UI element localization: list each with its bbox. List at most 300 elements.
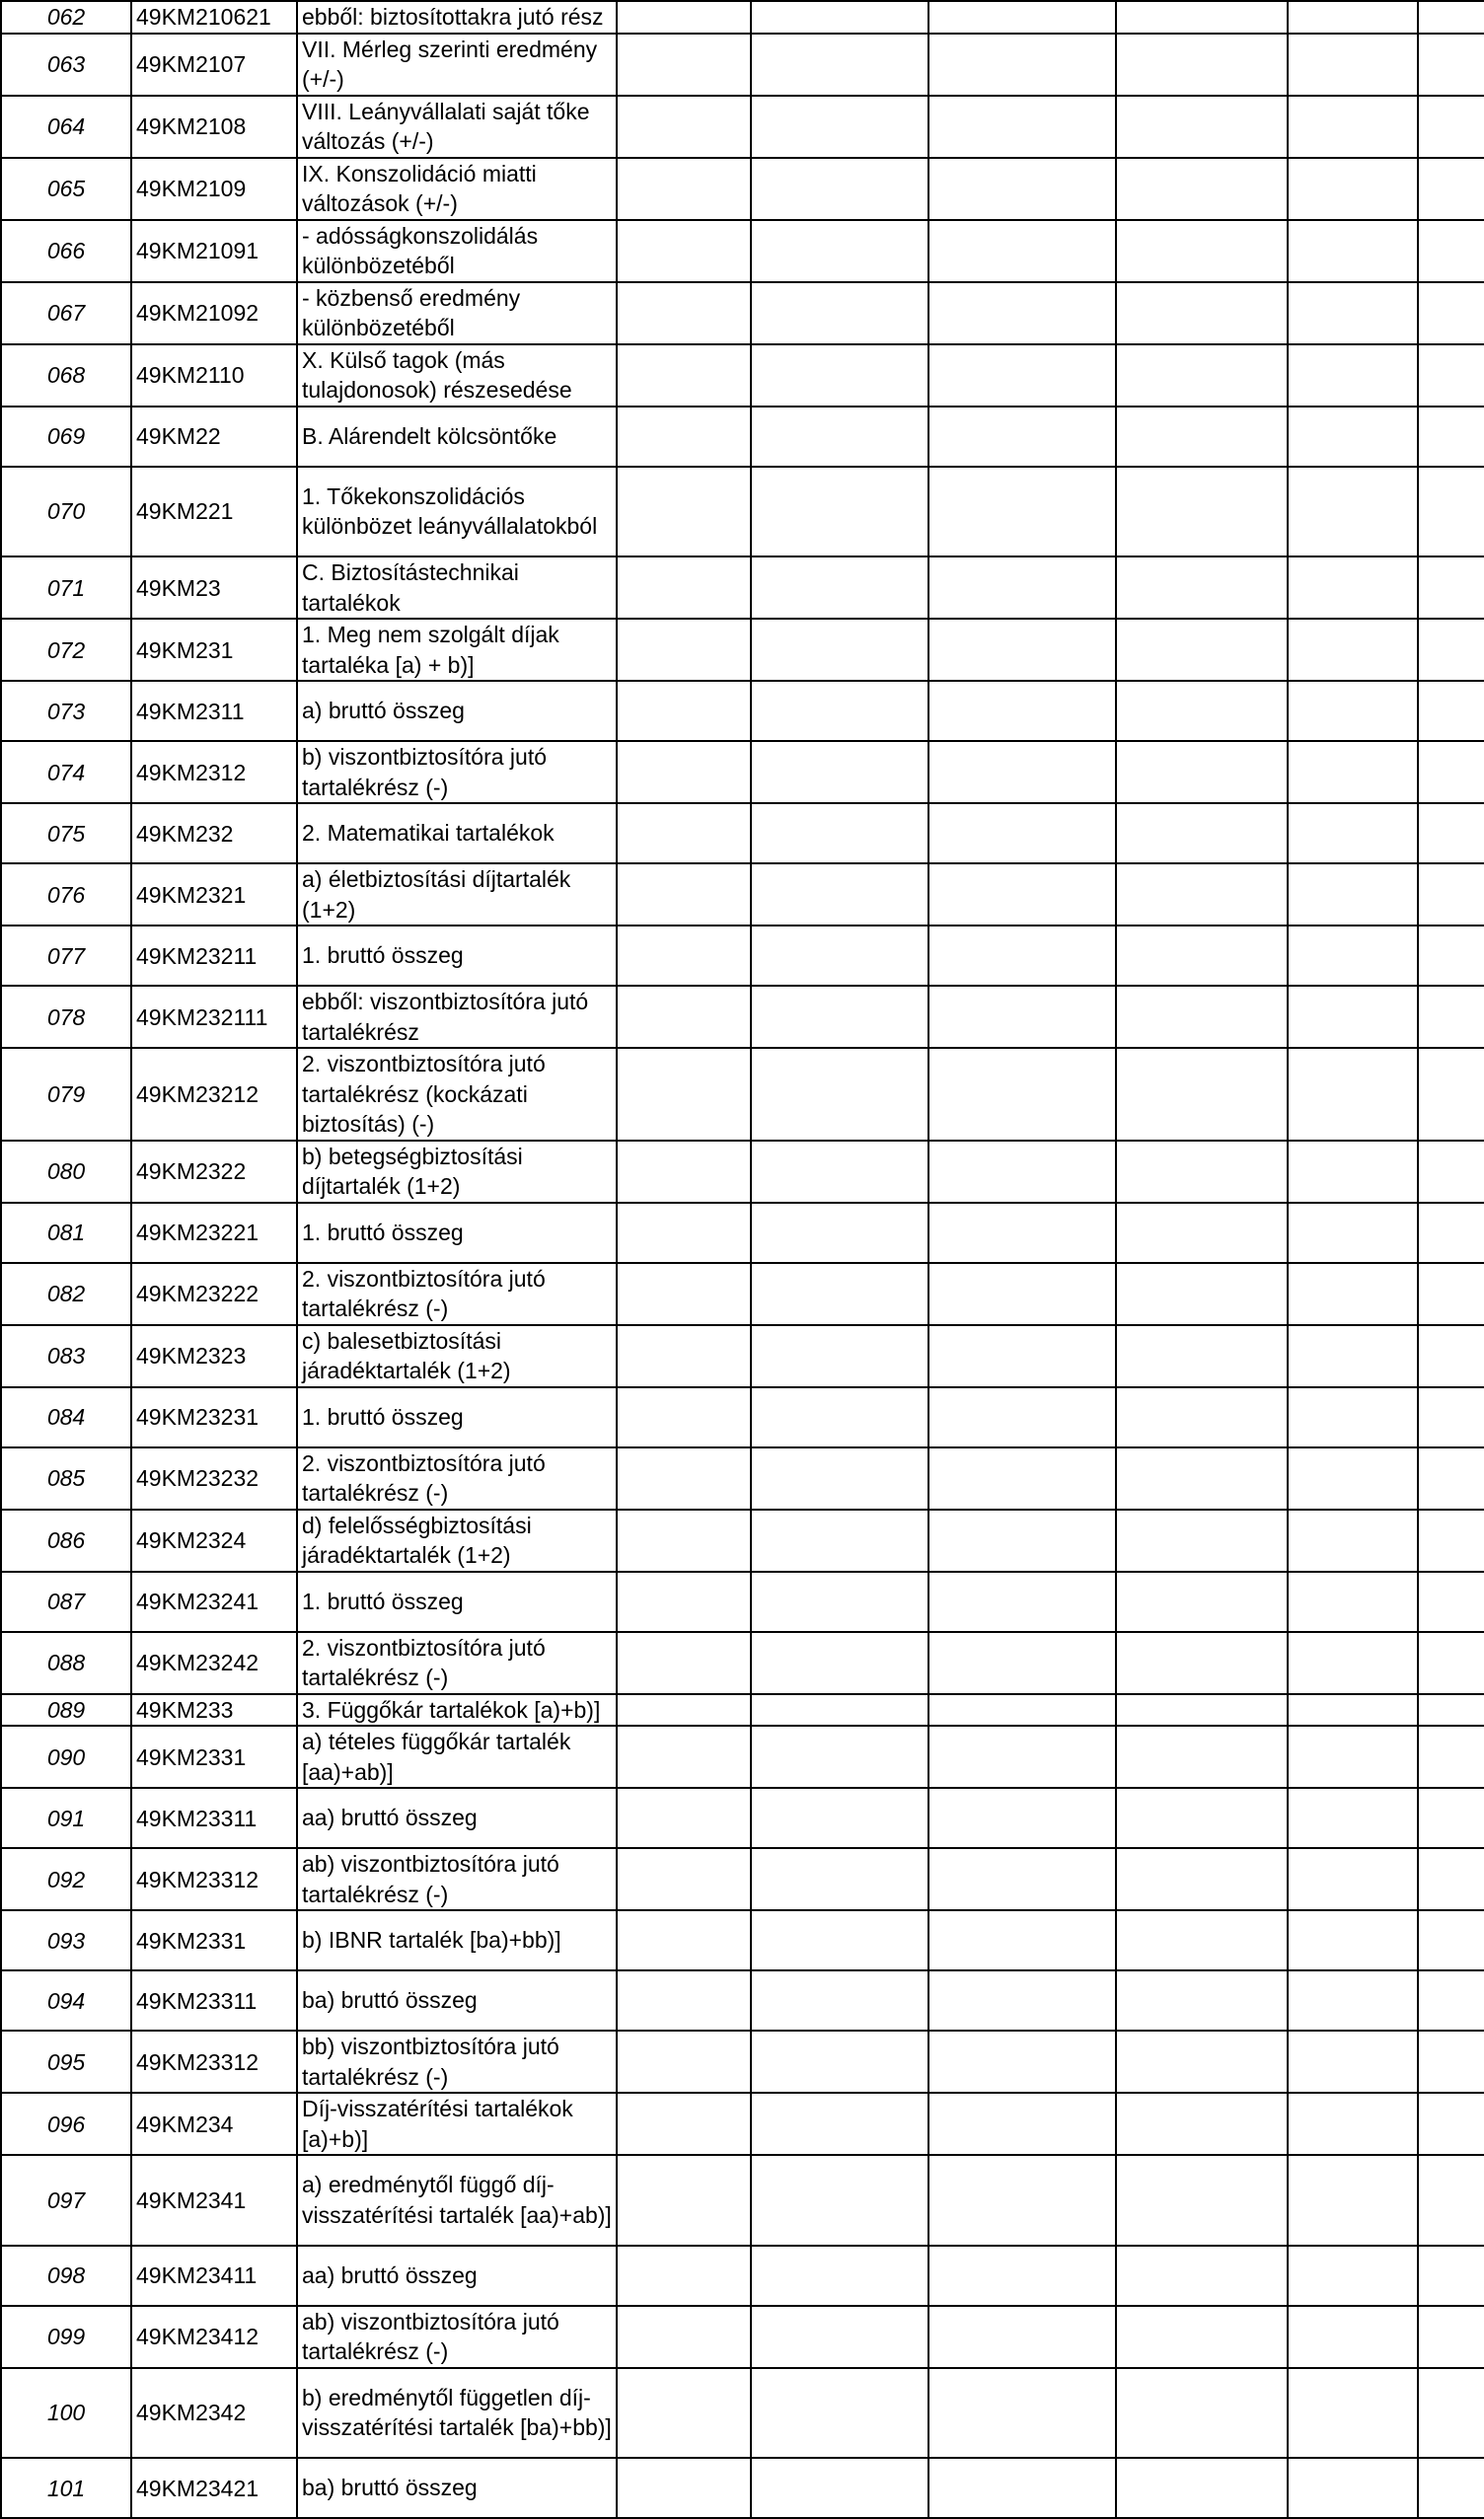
value-cell[interactable] xyxy=(1288,1572,1418,1632)
row-description: a) eredménytől függő díj-visszatérítési tartalék [aa)+ab)] xyxy=(297,2155,617,2246)
value-cell[interactable] xyxy=(1418,1510,1484,1572)
value-cell[interactable] xyxy=(1418,34,1484,96)
value-cell[interactable] xyxy=(928,1141,1116,1203)
value-cell[interactable] xyxy=(1116,1387,1288,1447)
value-cell[interactable] xyxy=(1418,863,1484,926)
value-cell[interactable] xyxy=(1418,1970,1484,2031)
value-cell[interactable] xyxy=(928,2458,1116,2518)
value-cell[interactable] xyxy=(1418,1632,1484,1694)
row-code: 49KM23222 xyxy=(131,1263,297,1325)
value-cell[interactable] xyxy=(1116,1788,1288,1848)
value-cell[interactable] xyxy=(928,1910,1116,1970)
value-cell[interactable] xyxy=(751,158,928,220)
value-cell[interactable] xyxy=(1418,2368,1484,2459)
value-cell[interactable] xyxy=(751,1325,928,1387)
value-cell[interactable] xyxy=(751,2246,928,2306)
value-cell[interactable] xyxy=(617,1910,751,1970)
value-cell[interactable] xyxy=(751,2458,928,2518)
value-cell[interactable] xyxy=(1288,803,1418,863)
value-cell[interactable] xyxy=(617,556,751,619)
row-description: Díj-visszatérítési tartalékok [a)+b)] xyxy=(297,2093,617,2155)
value-cell[interactable] xyxy=(1288,2031,1418,2093)
value-cell[interactable] xyxy=(751,2368,928,2459)
value-cell[interactable] xyxy=(928,1510,1116,1572)
value-cell[interactable] xyxy=(617,1510,751,1572)
row-code: 49KM23421 xyxy=(131,2458,297,2518)
row-code: 49KM23232 xyxy=(131,1447,297,1510)
row-code: 49KM23241 xyxy=(131,1572,297,1632)
value-cell[interactable] xyxy=(1288,986,1418,1048)
value-cell[interactable] xyxy=(1116,1910,1288,1970)
value-cell[interactable] xyxy=(1116,1572,1288,1632)
table-row xyxy=(1,2368,1484,2459)
value-cell[interactable] xyxy=(1116,282,1288,344)
value-cell[interactable] xyxy=(617,1694,751,1727)
value-cell[interactable] xyxy=(1288,1848,1418,1910)
value-cell[interactable] xyxy=(1288,1263,1418,1325)
value-cell[interactable] xyxy=(1116,741,1288,803)
row-number: 086 xyxy=(1,1510,131,1572)
value-cell[interactable] xyxy=(751,1447,928,1510)
value-cell[interactable] xyxy=(1116,2246,1288,2306)
value-cell[interactable] xyxy=(1418,2458,1484,2518)
value-cell[interactable] xyxy=(1288,2368,1418,2459)
value-cell[interactable] xyxy=(1288,1510,1418,1572)
value-cell[interactable] xyxy=(751,1970,928,2031)
row-number: 063 xyxy=(1,34,131,96)
value-cell[interactable] xyxy=(1116,2306,1288,2368)
value-cell[interactable] xyxy=(1418,1694,1484,1727)
value-cell[interactable] xyxy=(1418,344,1484,407)
value-cell[interactable] xyxy=(617,2246,751,2306)
value-cell[interactable] xyxy=(1288,1726,1418,1788)
row-number: 073 xyxy=(1,681,131,741)
row-description: 3. Függőkár tartalékok [a)+b)] xyxy=(297,1694,617,1727)
value-cell[interactable] xyxy=(928,1263,1116,1325)
value-cell[interactable] xyxy=(1418,619,1484,681)
row-code: 49KM2341 xyxy=(131,2155,297,2246)
value-cell[interactable] xyxy=(928,741,1116,803)
table-row xyxy=(1,741,1484,803)
value-cell[interactable] xyxy=(1418,220,1484,282)
row-number: 087 xyxy=(1,1572,131,1632)
value-cell[interactable] xyxy=(928,220,1116,282)
value-cell[interactable] xyxy=(1288,1788,1418,1848)
value-cell[interactable] xyxy=(617,1572,751,1632)
value-cell[interactable] xyxy=(1288,741,1418,803)
value-cell[interactable] xyxy=(1288,2155,1418,2246)
value-cell[interactable] xyxy=(1288,282,1418,344)
row-description: 2. Matematikai tartalékok xyxy=(297,803,617,863)
value-cell[interactable] xyxy=(617,2031,751,2093)
value-cell[interactable] xyxy=(1288,863,1418,926)
value-cell[interactable] xyxy=(617,619,751,681)
table-row xyxy=(1,1048,1484,1141)
value-cell[interactable] xyxy=(617,2093,751,2155)
value-cell[interactable] xyxy=(1116,1447,1288,1510)
value-cell[interactable] xyxy=(928,1788,1116,1848)
row-code: 49KM2324 xyxy=(131,1510,297,1572)
value-cell[interactable] xyxy=(1418,1447,1484,1510)
value-cell[interactable] xyxy=(1116,2458,1288,2518)
value-cell[interactable] xyxy=(751,1263,928,1325)
table-row xyxy=(1,1263,1484,1325)
value-cell[interactable] xyxy=(928,407,1116,467)
value-cell[interactable] xyxy=(751,96,928,158)
table-row xyxy=(1,344,1484,407)
row-description: B. Alárendelt kölcsöntőke xyxy=(297,407,617,467)
value-cell[interactable] xyxy=(751,2093,928,2155)
row-description: VII. Mérleg szerinti eredmény (+/-) xyxy=(297,34,617,96)
value-cell[interactable] xyxy=(1116,556,1288,619)
value-cell[interactable] xyxy=(751,1848,928,1910)
value-cell[interactable] xyxy=(617,803,751,863)
value-cell[interactable] xyxy=(1418,1387,1484,1447)
value-cell[interactable] xyxy=(928,986,1116,1048)
value-cell[interactable] xyxy=(1288,681,1418,741)
table-row xyxy=(1,986,1484,1048)
value-cell[interactable] xyxy=(1116,2155,1288,2246)
value-cell[interactable] xyxy=(751,741,928,803)
value-cell[interactable] xyxy=(1116,1325,1288,1387)
row-number: 082 xyxy=(1,1263,131,1325)
value-cell[interactable] xyxy=(1418,2306,1484,2368)
value-cell[interactable] xyxy=(1418,1788,1484,1848)
value-cell[interactable] xyxy=(928,1325,1116,1387)
ledger-body xyxy=(1,1,1484,2518)
value-cell[interactable] xyxy=(1288,1970,1418,2031)
value-cell[interactable] xyxy=(617,467,751,557)
value-cell[interactable] xyxy=(617,1387,751,1447)
value-cell[interactable] xyxy=(928,344,1116,407)
row-number: 069 xyxy=(1,407,131,467)
value-cell[interactable] xyxy=(928,282,1116,344)
value-cell[interactable] xyxy=(1418,1263,1484,1325)
value-cell[interactable] xyxy=(1116,158,1288,220)
value-cell[interactable] xyxy=(1116,1632,1288,1694)
value-cell[interactable] xyxy=(1288,220,1418,282)
value-cell[interactable] xyxy=(617,681,751,741)
value-cell[interactable] xyxy=(617,220,751,282)
value-cell[interactable] xyxy=(617,282,751,344)
value-cell[interactable] xyxy=(751,1141,928,1203)
value-cell[interactable] xyxy=(617,1632,751,1694)
value-cell[interactable] xyxy=(1288,1203,1418,1263)
value-cell[interactable] xyxy=(751,1632,928,1694)
row-number: 066 xyxy=(1,220,131,282)
value-cell[interactable] xyxy=(751,1203,928,1263)
value-cell[interactable] xyxy=(1418,1726,1484,1788)
value-cell[interactable] xyxy=(1288,467,1418,557)
value-cell[interactable] xyxy=(617,1048,751,1141)
row-description: 2. viszontbiztosítóra jutó tartalékrész (-) xyxy=(297,1447,617,1510)
value-cell[interactable] xyxy=(617,2368,751,2459)
value-cell[interactable] xyxy=(1288,1141,1418,1203)
value-cell[interactable] xyxy=(1418,407,1484,467)
value-cell[interactable] xyxy=(1418,681,1484,741)
value-cell[interactable] xyxy=(1288,344,1418,407)
value-cell[interactable] xyxy=(1288,96,1418,158)
value-cell[interactable] xyxy=(928,2155,1116,2246)
table-row xyxy=(1,1447,1484,1510)
value-cell[interactable] xyxy=(928,1447,1116,1510)
value-cell[interactable] xyxy=(1418,2246,1484,2306)
value-cell[interactable] xyxy=(1418,282,1484,344)
row-code: 49KM2108 xyxy=(131,96,297,158)
value-cell[interactable] xyxy=(928,803,1116,863)
value-cell[interactable] xyxy=(1418,2031,1484,2093)
row-description: 1. Tőkekonszolidációs különbözet leányvállalatokból xyxy=(297,467,617,557)
value-cell[interactable] xyxy=(1418,1572,1484,1632)
value-cell[interactable] xyxy=(751,2031,928,2093)
value-cell[interactable] xyxy=(928,1970,1116,2031)
value-cell[interactable] xyxy=(617,1263,751,1325)
value-cell[interactable] xyxy=(751,1387,928,1447)
value-cell[interactable] xyxy=(1288,158,1418,220)
row-code: 49KM2322 xyxy=(131,1141,297,1203)
value-cell[interactable] xyxy=(617,407,751,467)
value-cell[interactable] xyxy=(928,158,1116,220)
value-cell[interactable] xyxy=(1418,96,1484,158)
value-cell[interactable] xyxy=(928,926,1116,986)
value-cell[interactable] xyxy=(1116,1848,1288,1910)
value-cell[interactable] xyxy=(617,34,751,96)
row-description: b) viszontbiztosítóra jutó tartalékrész (-) xyxy=(297,741,617,803)
row-number: 099 xyxy=(1,2306,131,2368)
value-cell[interactable] xyxy=(751,1048,928,1141)
value-cell[interactable] xyxy=(928,1,1116,34)
value-cell[interactable] xyxy=(928,1572,1116,1632)
value-cell[interactable] xyxy=(1418,1910,1484,1970)
value-cell[interactable] xyxy=(1288,926,1418,986)
value-cell[interactable] xyxy=(1418,1848,1484,1910)
value-cell[interactable] xyxy=(1116,407,1288,467)
value-cell[interactable] xyxy=(1116,803,1288,863)
value-cell[interactable] xyxy=(928,2306,1116,2368)
value-cell[interactable] xyxy=(617,1848,751,1910)
table-row xyxy=(1,282,1484,344)
value-cell[interactable] xyxy=(928,681,1116,741)
row-description: b) eredménytől független díj-visszatérítési tartalék [ba)+bb)] xyxy=(297,2368,617,2459)
table-row xyxy=(1,2306,1484,2368)
value-cell[interactable] xyxy=(751,803,928,863)
value-cell[interactable] xyxy=(1418,1203,1484,1263)
value-cell[interactable] xyxy=(928,2246,1116,2306)
value-cell[interactable] xyxy=(928,619,1116,681)
value-cell[interactable] xyxy=(1418,986,1484,1048)
value-cell[interactable] xyxy=(928,1048,1116,1141)
value-cell[interactable] xyxy=(1116,2031,1288,2093)
value-cell[interactable] xyxy=(617,2155,751,2246)
value-cell[interactable] xyxy=(928,2368,1116,2459)
row-code: 49KM234 xyxy=(131,2093,297,2155)
value-cell[interactable] xyxy=(751,1,928,34)
value-cell[interactable] xyxy=(1116,1694,1288,1727)
value-cell[interactable] xyxy=(1116,1203,1288,1263)
value-cell[interactable] xyxy=(751,467,928,557)
value-cell[interactable] xyxy=(1418,158,1484,220)
value-cell[interactable] xyxy=(1116,1048,1288,1141)
value-cell[interactable] xyxy=(617,2458,751,2518)
value-cell[interactable] xyxy=(1116,2093,1288,2155)
row-description: c) balesetbiztosítási járadéktartalék (1+2) xyxy=(297,1325,617,1387)
value-cell[interactable] xyxy=(617,986,751,1048)
value-cell[interactable] xyxy=(928,1387,1116,1447)
value-cell[interactable] xyxy=(1116,34,1288,96)
value-cell[interactable] xyxy=(1418,803,1484,863)
value-cell[interactable] xyxy=(751,407,928,467)
value-cell[interactable] xyxy=(751,1694,928,1727)
value-cell[interactable] xyxy=(617,1,751,34)
value-cell[interactable] xyxy=(751,2306,928,2368)
value-cell[interactable] xyxy=(1288,2458,1418,2518)
value-cell[interactable] xyxy=(751,681,928,741)
value-cell[interactable] xyxy=(1418,1,1484,34)
value-cell[interactable] xyxy=(1116,220,1288,282)
value-cell[interactable] xyxy=(1288,34,1418,96)
value-cell[interactable] xyxy=(617,1447,751,1510)
value-cell[interactable] xyxy=(751,344,928,407)
value-cell[interactable] xyxy=(1288,2306,1418,2368)
table-row xyxy=(1,158,1484,220)
value-cell[interactable] xyxy=(1418,467,1484,557)
value-cell[interactable] xyxy=(617,2306,751,2368)
row-description: X. Külső tagok (más tulajdonosok) részesedése xyxy=(297,344,617,407)
value-cell[interactable] xyxy=(751,986,928,1048)
value-cell[interactable] xyxy=(751,619,928,681)
value-cell[interactable] xyxy=(617,1970,751,2031)
value-cell[interactable] xyxy=(751,863,928,926)
value-cell[interactable] xyxy=(1418,556,1484,619)
value-cell[interactable] xyxy=(1116,344,1288,407)
table-row xyxy=(1,2246,1484,2306)
value-cell[interactable] xyxy=(617,1726,751,1788)
value-cell[interactable] xyxy=(617,863,751,926)
row-number: 075 xyxy=(1,803,131,863)
value-cell[interactable] xyxy=(1116,619,1288,681)
value-cell[interactable] xyxy=(617,1325,751,1387)
value-cell[interactable] xyxy=(751,282,928,344)
table-row xyxy=(1,1572,1484,1632)
value-cell[interactable] xyxy=(1288,1048,1418,1141)
value-cell[interactable] xyxy=(928,863,1116,926)
row-code: 49KM233 xyxy=(131,1694,297,1727)
value-cell[interactable] xyxy=(1116,96,1288,158)
value-cell[interactable] xyxy=(928,467,1116,557)
value-cell[interactable] xyxy=(1116,863,1288,926)
value-cell[interactable] xyxy=(1288,1325,1418,1387)
value-cell[interactable] xyxy=(1418,1141,1484,1203)
value-cell[interactable] xyxy=(617,158,751,220)
table-row xyxy=(1,1632,1484,1694)
value-cell[interactable] xyxy=(1116,1970,1288,2031)
row-code: 49KM232111 xyxy=(131,986,297,1048)
value-cell[interactable] xyxy=(751,1726,928,1788)
value-cell[interactable] xyxy=(1418,926,1484,986)
value-cell[interactable] xyxy=(751,926,928,986)
table-row xyxy=(1,1510,1484,1572)
row-number: 079 xyxy=(1,1048,131,1141)
row-number: 080 xyxy=(1,1141,131,1203)
value-cell[interactable] xyxy=(928,1848,1116,1910)
value-cell[interactable] xyxy=(1116,926,1288,986)
row-number: 090 xyxy=(1,1726,131,1788)
value-cell[interactable] xyxy=(928,34,1116,96)
value-cell[interactable] xyxy=(617,1141,751,1203)
value-cell[interactable] xyxy=(617,1203,751,1263)
value-cell[interactable] xyxy=(928,1694,1116,1727)
value-cell[interactable] xyxy=(1116,986,1288,1048)
value-cell[interactable] xyxy=(1116,2368,1288,2459)
row-number: 097 xyxy=(1,2155,131,2246)
value-cell[interactable] xyxy=(1418,741,1484,803)
value-cell[interactable] xyxy=(1288,1694,1418,1727)
value-cell[interactable] xyxy=(928,1203,1116,1263)
value-cell[interactable] xyxy=(1116,1,1288,34)
value-cell[interactable] xyxy=(1418,1325,1484,1387)
row-number: 101 xyxy=(1,2458,131,2518)
value-cell[interactable] xyxy=(1418,2093,1484,2155)
value-cell[interactable] xyxy=(1116,681,1288,741)
value-cell[interactable] xyxy=(1288,1632,1418,1694)
value-cell[interactable] xyxy=(1288,2246,1418,2306)
value-cell[interactable] xyxy=(751,1788,928,1848)
value-cell[interactable] xyxy=(751,1510,928,1572)
row-description: 2. viszontbiztosítóra jutó tartalékrész (-) xyxy=(297,1632,617,1694)
value-cell[interactable] xyxy=(751,1910,928,1970)
value-cell[interactable] xyxy=(1288,1387,1418,1447)
row-description: d) felelősségbiztosítási járadéktartalék (1+2) xyxy=(297,1510,617,1572)
value-cell[interactable] xyxy=(617,1788,751,1848)
value-cell[interactable] xyxy=(928,2031,1116,2093)
value-cell[interactable] xyxy=(1288,2093,1418,2155)
value-cell[interactable] xyxy=(1288,1447,1418,1510)
value-cell[interactable] xyxy=(1116,1726,1288,1788)
value-cell[interactable] xyxy=(617,926,751,986)
row-number: 068 xyxy=(1,344,131,407)
value-cell[interactable] xyxy=(617,344,751,407)
value-cell[interactable] xyxy=(1116,1263,1288,1325)
value-cell[interactable] xyxy=(751,34,928,96)
value-cell[interactable] xyxy=(928,2093,1116,2155)
value-cell[interactable] xyxy=(751,2155,928,2246)
value-cell[interactable] xyxy=(1288,407,1418,467)
value-cell[interactable] xyxy=(751,1572,928,1632)
value-cell[interactable] xyxy=(928,96,1116,158)
value-cell[interactable] xyxy=(1288,556,1418,619)
value-cell[interactable] xyxy=(1418,2155,1484,2246)
value-cell[interactable] xyxy=(1116,467,1288,557)
value-cell[interactable] xyxy=(1288,619,1418,681)
value-cell[interactable] xyxy=(1288,1,1418,34)
value-cell[interactable] xyxy=(617,96,751,158)
table-row xyxy=(1,1141,1484,1203)
table-row xyxy=(1,34,1484,96)
value-cell[interactable] xyxy=(928,556,1116,619)
value-cell[interactable] xyxy=(928,1726,1116,1788)
row-description: - adósságkonszolidálás különbözetéből xyxy=(297,220,617,282)
value-cell[interactable] xyxy=(751,556,928,619)
value-cell[interactable] xyxy=(1116,1510,1288,1572)
value-cell[interactable] xyxy=(751,220,928,282)
value-cell[interactable] xyxy=(1288,1910,1418,1970)
table-row xyxy=(1,1325,1484,1387)
value-cell[interactable] xyxy=(1116,1141,1288,1203)
value-cell[interactable] xyxy=(1418,1048,1484,1141)
row-number: 096 xyxy=(1,2093,131,2155)
value-cell[interactable] xyxy=(617,741,751,803)
value-cell[interactable] xyxy=(928,1632,1116,1694)
